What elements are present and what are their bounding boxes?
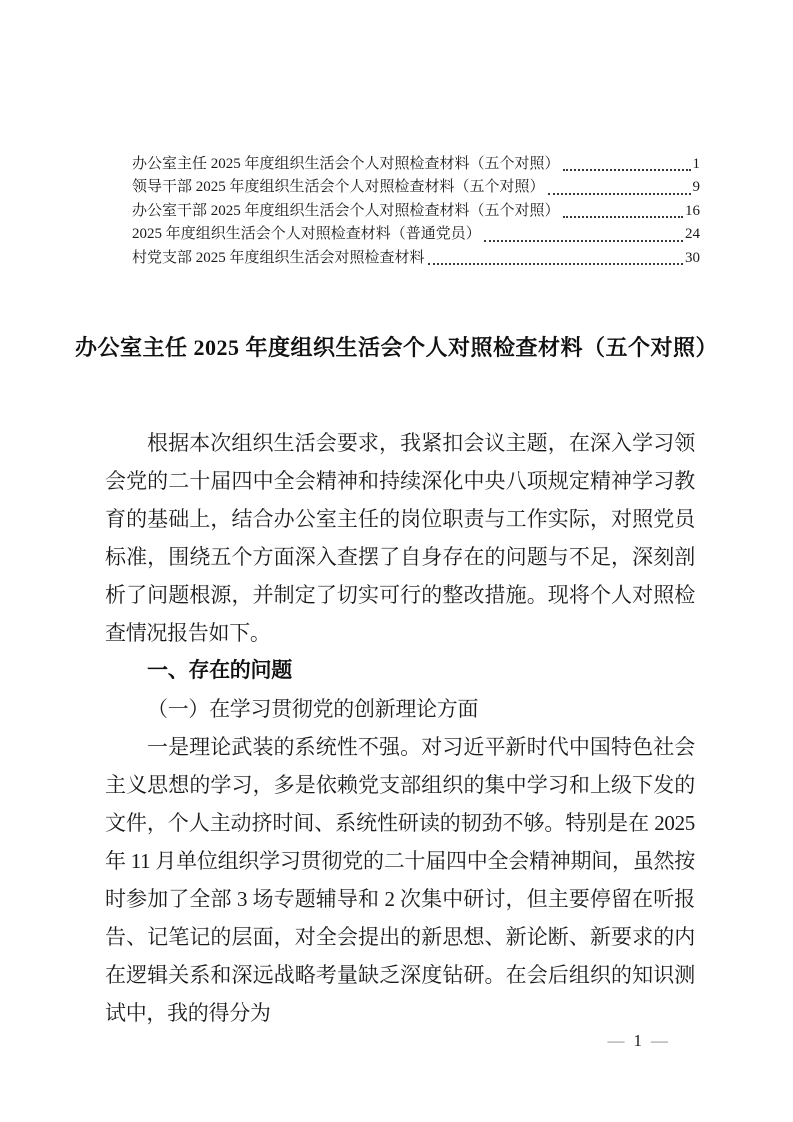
footer-page-number: 1 — [633, 1031, 642, 1050]
page-footer — [608, 1029, 669, 1053]
toc-page-number: 9 — [692, 179, 700, 196]
toc-leader-dots — [428, 263, 683, 265]
document-body — [105, 424, 695, 1032]
document-title: 办公室主任 2025 年度组织生活会个人对照检查材料（五个对照） — [74, 335, 718, 360]
toc-entry-title: 领导干部 2025 年度组织生活会个人对照检查材料（五个对照） — [132, 179, 545, 196]
toc-entry[interactable] — [132, 200, 700, 223]
toc-page-number: 16 — [685, 202, 700, 219]
toc-page-number: 1 — [692, 156, 700, 172]
subsection-heading: （一）在学习贯彻党的创新理论方面 — [147, 697, 479, 721]
toc-leader-dots — [563, 169, 691, 171]
toc-entry-title: 2025 年度组织生活会个人对照检查材料（普通党员） — [132, 226, 481, 243]
body-paragraph: 一是理论武装的系统性不强。对习近平新时代中国特色社会主义思想的学习，多是依赖党支部组织的集中学习和上级下发的文件，个人主动挤时间、系统性研读的韧劲不够。特别是在 2025 年 11 月单位组织学习贯彻党的二十届四中全会精神期间，虽然按时参加了全部 3 场专题辅导和 2 次集中研讨，但主要停留在听报告、记笔记的层面，对全会提出的新思想、新论断、新要求的内在逻辑关系和深远战略考量缺乏深度钻研。在会后组织的知识测试中，我的得分为 — [105, 735, 695, 1025]
toc-entry[interactable] — [132, 176, 700, 199]
footer-dash-left: — — [607, 1031, 625, 1050]
footer-dash-right: — — [651, 1031, 668, 1050]
toc-entry-title: 办公室干部 2025 年度组织生活会个人对照检查材料（五个对照） — [132, 202, 560, 219]
section-heading: 一、存在的问题 — [147, 659, 292, 682]
toc-entry[interactable] — [132, 223, 700, 246]
toc-leader-dots — [548, 193, 691, 195]
toc-leader-dots — [563, 216, 683, 218]
table-of-contents — [132, 153, 700, 270]
toc-page-number: 24 — [685, 226, 700, 243]
toc-leader-dots — [484, 240, 683, 242]
toc-entry-title: 办公室主任 2025 年度组织生活会个人对照检查材料（五个对照） — [132, 156, 560, 172]
intro-paragraph: 根据本次组织生活会要求，我紧扣会议主题，在深入学习领会党的二十届四中全会精神和持续深化中央八项规定精神学习教育的基础上，结合办公室主任的岗位职责与工作实际，对照党员标准，围绕五个方面深入查摆了自身存在的问题与不足，深刻剖析了问题根源，并制定了切实可行的整改措施。现将个人对照检查情况报告如下。 — [105, 431, 695, 645]
toc-entry[interactable] — [132, 153, 700, 176]
toc-entry-title: 村党支部 2025 年度组织生活会对照检查材料 — [132, 249, 425, 266]
toc-page-number: 30 — [685, 249, 700, 266]
toc-entry[interactable] — [132, 247, 700, 270]
